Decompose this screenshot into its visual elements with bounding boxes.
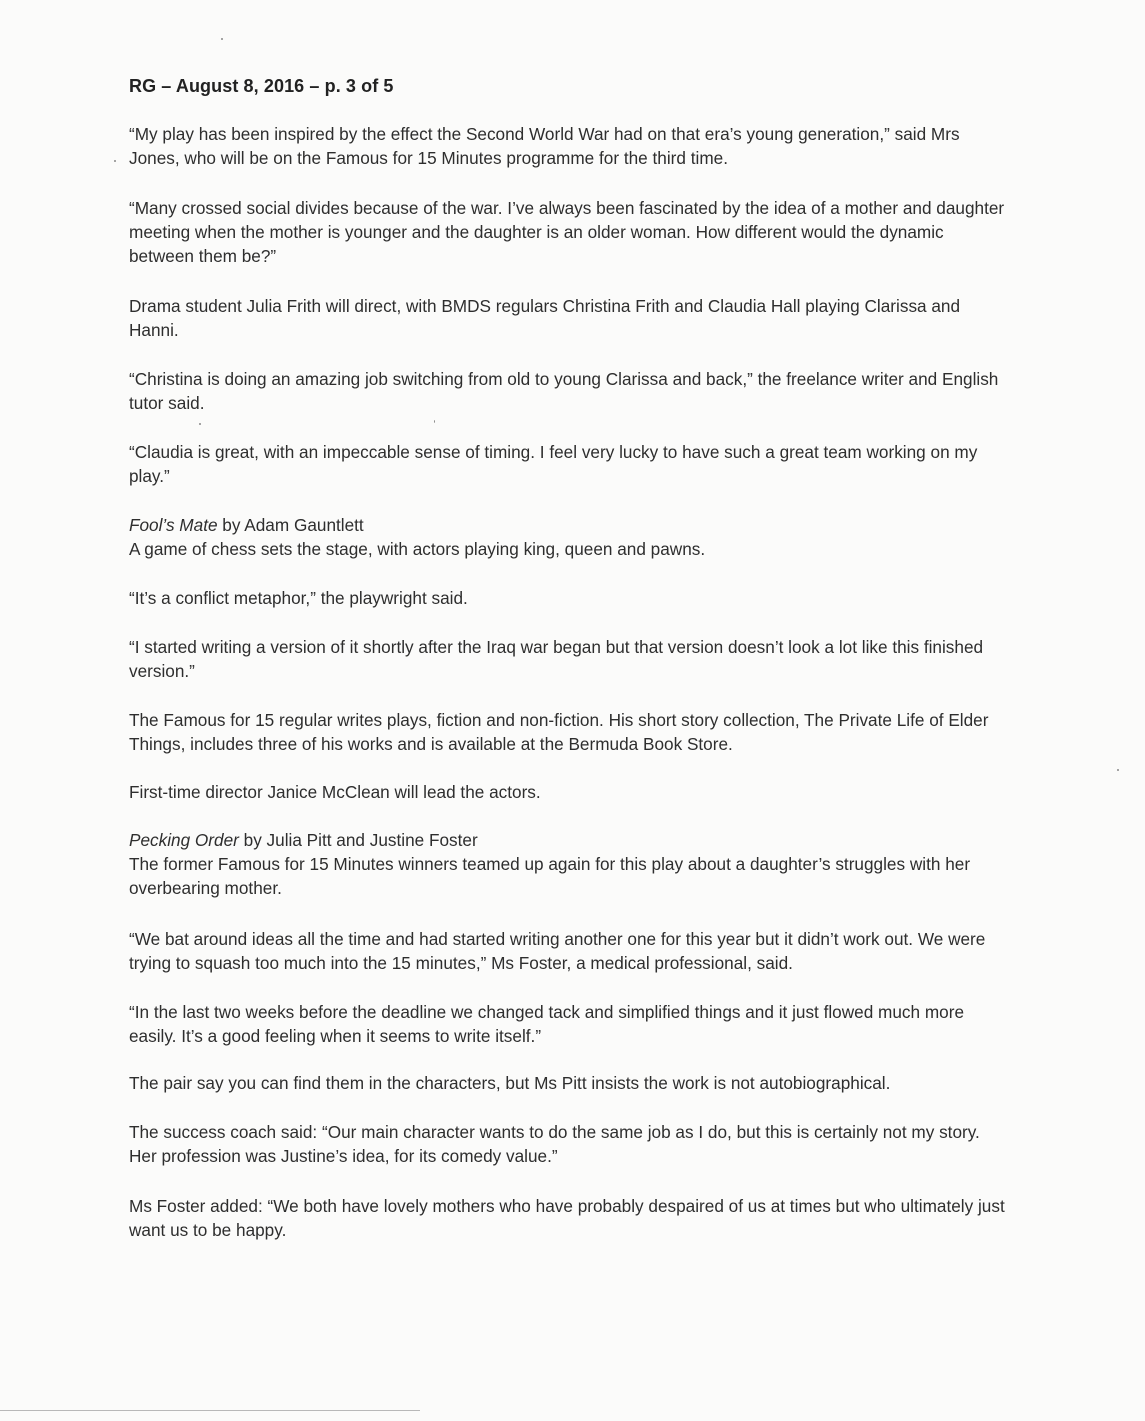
- play-byline: by Julia Pitt and Justine Foster: [238, 830, 478, 850]
- play-heading: [129, 828, 1009, 852]
- paragraph: “My play has been inspired by the effect the Second World War had on that era’s young generation,” said Mrs Jones, who will be on the Famous for 15 Minutes programme for the third time.: [129, 124, 960, 168]
- paragraph: “Christina is doing an amazing job switching from old to young Clarissa and back,” the freelance writer and English tutor said.: [129, 369, 999, 413]
- play-entry-fools-mate: [129, 513, 1009, 561]
- paragraph: Ms Foster added: “We both have lovely mothers who have probably despaired of us at times but who ultimately just want us to be happy.: [129, 1196, 1005, 1240]
- paragraph: “I started writing a version of it shortly after the Iraq war began but that version doesn’t look a lot like this finished version.”: [129, 637, 984, 681]
- play-byline: by Adam Gauntlett: [217, 515, 364, 535]
- play-title: Pecking Order: [129, 830, 239, 850]
- paragraph: “Claudia is great, with an impeccable sense of timing. I feel very lucky to have such a great team working on my play.”: [129, 442, 978, 486]
- paragraph: “Many crossed social divides because of the war. I’ve always been fascinated by the idea of a mother and daughter meeting when the mother is younger and the daughter is an older woman. How different would the dynamic between them be?”: [129, 198, 1005, 266]
- paragraph: “It’s a conflict metaphor,” the playwright said.: [129, 588, 468, 608]
- paragraph: The Famous for 15 regular writes plays, fiction and non-fiction. His short story collection, The Private Life of Elder Things, includes three of his works and is available at the Bermuda Book Store.: [129, 710, 989, 754]
- paragraph: The former Famous for 15 Minutes winners teamed up again for this play about a daughter’s struggles with her overbearing mother.: [129, 854, 971, 898]
- scan-edge-line: [0, 1410, 420, 1411]
- play-entry-pecking-order: [129, 828, 1009, 900]
- paragraph: “In the last two weeks before the deadline we changed tack and simplified things and it just flowed much more easily. It’s a good feeling when it seems to write itself.”: [129, 1002, 965, 1046]
- play-title: Fool’s Mate: [129, 515, 218, 535]
- page-header: RG – August 8, 2016 – p. 3 of 5: [129, 76, 394, 96]
- paragraph: First-time director Janice McClean will lead the actors.: [129, 782, 541, 802]
- paragraph: The pair say you can find them in the characters, but Ms Pitt insists the work is not autobiographical.: [129, 1073, 891, 1093]
- paragraph: Drama student Julia Frith will direct, with BMDS regulars Christina Frith and Claudia Hall playing Clarissa and Hanni.: [129, 296, 961, 340]
- play-heading: [129, 513, 1009, 537]
- paragraph: The success coach said: “Our main character wants to do the same job as I do, but this is certainly not my story. Her profession was Justine’s idea, for its comedy value.”: [129, 1122, 980, 1166]
- paragraph: A game of chess sets the stage, with actors playing king, queen and pawns.: [129, 539, 706, 559]
- paragraph: “We bat around ideas all the time and had started writing another one for this year but it didn’t work out. We were trying to squash too much into the 15 minutes,” Ms Foster, a medical professional, said.: [129, 929, 986, 973]
